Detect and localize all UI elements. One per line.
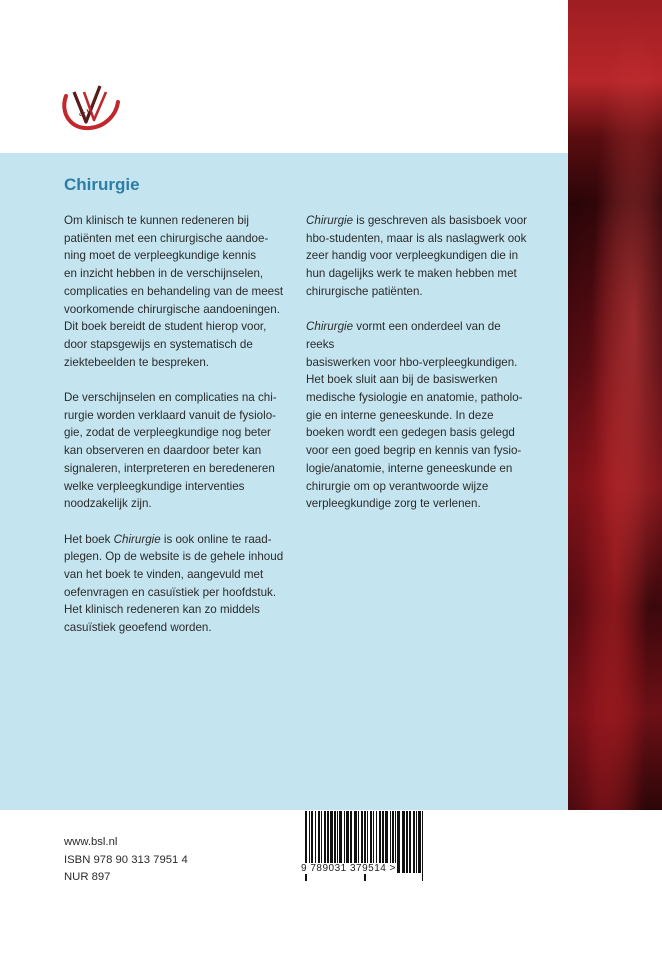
- isbn-number: ISBN 978 90 313 7951 4: [64, 853, 188, 866]
- logo-letters: &V: [79, 108, 93, 118]
- right-paragraph-2: [306, 318, 532, 513]
- left-paragraph-3: [64, 531, 296, 637]
- publisher-logo: [60, 82, 122, 134]
- right-text-column: [306, 212, 532, 531]
- publication-info: [64, 834, 188, 887]
- vv-swoosh-logo-icon: [60, 82, 122, 134]
- book-title-italic: Chirurgie: [306, 214, 354, 227]
- book-title: Chirurgie: [64, 175, 140, 194]
- nur-code: NUR 897: [64, 871, 111, 883]
- right-paragraph-1: [306, 212, 532, 301]
- publisher-website: www.bsl.nl: [64, 836, 118, 848]
- book-title-italic: Chirurgie: [113, 532, 161, 546]
- book-title-italic: Chirurgie: [306, 320, 354, 334]
- paragraph-text: is ook online te raad- plegen. Op de website is de gehele inhoud van het boek te vinden, aangevuld met oefenvragen en casuïstiek per hoofdstuk. Het klinisch redeneren kan zo middels casuïstiek geoefend worden.: [64, 532, 284, 635]
- left-paragraph-1: Om klinisch te kunnen redeneren bij patiënten met een chirurgische aandoe- ning moet de verpleegkundige kennis en inzicht hebben in de verschijnselen, complicaties en behandeling van de meest voorkomende chirurgische aandoeningen. Dit boek bereidt de student hierop voor, door stapsgewijs en systematisch de ziektebeelden te bespreken.: [64, 214, 284, 369]
- left-paragraph-2: De verschijnselen en complicaties na chi- rurgie worden verklaard vanuit de fysiolo- gie, zodat de verpleegkundige nog beter kan observeren en daardoor beter kan signaleren, interpreteren en beredeneren welke verpleegkundige interventies noodzakelijk zijn.: [64, 391, 277, 511]
- paragraph-text: is geschreven als basisboek voor hbo-studenten, maar is als naslagwerk ook zeer handig voor verpleegkundigen die in hun dagelijks werk te maken hebben met chirurgische patiënten.: [306, 214, 528, 298]
- paragraph-text: vormt een onderdeel van de reeks basiswerken voor hbo-verpleegkundigen. Het boek sluit aan bij de basiswerken medische fysiologie en anatomie, patholo- gie en interne geneeskunde. In deze boeken wordt een gedegen basis gelegd voor een goed begrip en kennis van fysio- logie/anatomie, interne geneeskunde en chirurgie om op verantwoorde wijze verpleegkundige zorg te verlenen.: [306, 320, 523, 511]
- paragraph-text: Het boek: [64, 532, 114, 546]
- cover-spine-artwork: [568, 0, 662, 810]
- barcode-digits: 9 789031 379514 >: [301, 863, 396, 874]
- left-text-column: [64, 212, 296, 655]
